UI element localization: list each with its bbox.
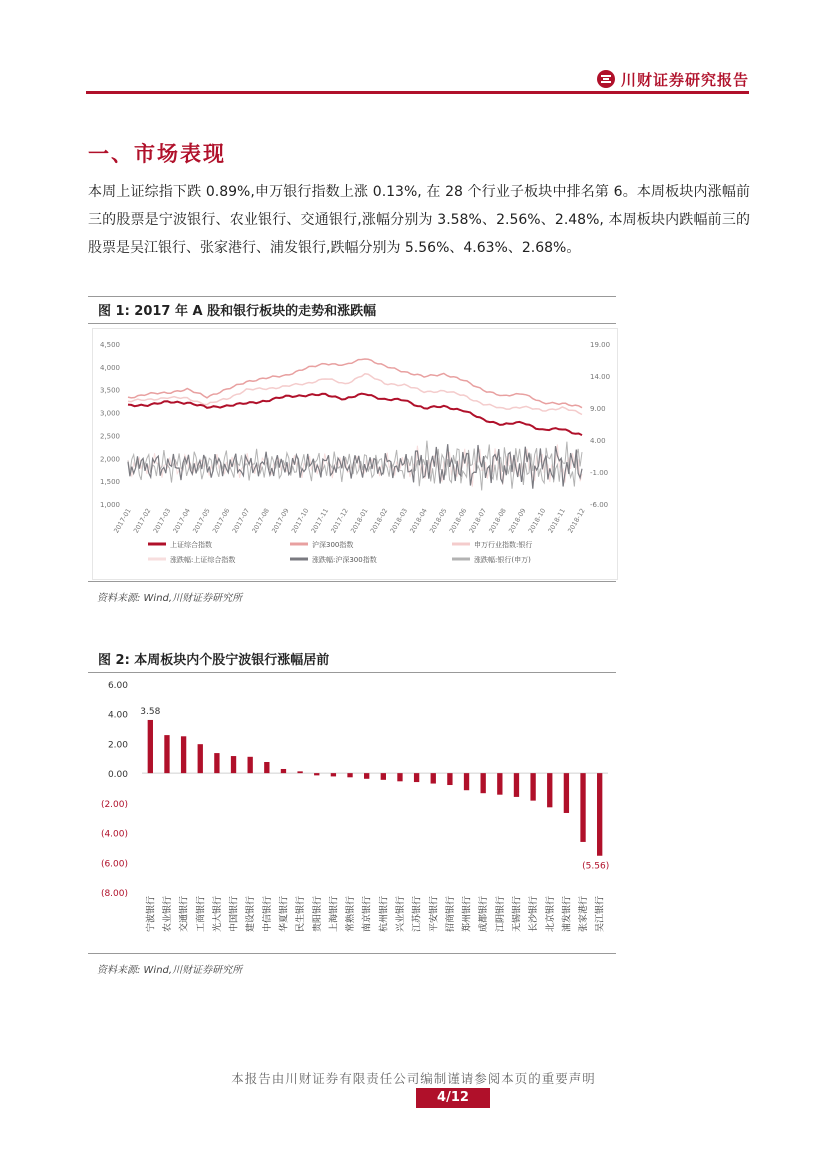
chart1-left-tick: 3,000	[99, 409, 120, 418]
figure1-bottom-rule	[88, 581, 616, 582]
chart1-x-tick: 2018-12	[566, 507, 587, 535]
chart1-left-tick: 4,500	[99, 341, 120, 349]
chart2-category-label: 建设银行	[246, 896, 257, 933]
chart2-bar	[248, 757, 253, 773]
chart1-x-tick: 2017-11	[309, 507, 331, 535]
chart1-x-tick: 2018-01	[349, 507, 370, 535]
chart2-category-label: 江阴银行	[495, 896, 506, 933]
chart2-bar	[564, 773, 569, 813]
chart2-category-label: 农业银行	[162, 896, 173, 933]
page-number: 4/12	[416, 1088, 490, 1108]
chart1-right-tick: -1.00	[590, 469, 609, 477]
chart1-right-tick: -6.00	[590, 501, 609, 509]
chart2-category-label: 成都银行	[479, 896, 490, 933]
chart2-category-label: 招商银行	[445, 896, 456, 933]
chart1-x-tick: 2017-09	[270, 507, 291, 535]
chart2-bar	[364, 773, 369, 779]
chart1-x-tick: 2017-12	[329, 507, 350, 535]
chart1-legend-label: 沪深300指数	[312, 541, 354, 549]
chart2-bar	[597, 773, 602, 856]
chart1-x-tick: 2018-07	[467, 507, 489, 535]
brand-logo-icon	[597, 70, 615, 88]
chart2-bar	[381, 773, 386, 780]
chart2-category-label: 北京银行	[545, 896, 556, 933]
intro-paragraph: 本周上证综指下跌 0.89%,申万银行指数上涨 0.13%, 在 28 个行业子板块中排名第 6。本周板块内涨幅前三的股票是宁波银行、农业银行、交通银行,涨幅分别为 3.58%、2.56%、2.48%, 本周板块内跌幅前三的股票是吴江银行、张家港行、浦发银行,跌幅分别为 5.56%、4.63%、2.68%。	[88, 184, 750, 256]
chart1-left-tick: 4,000	[99, 363, 120, 372]
chart2-bar	[181, 736, 186, 773]
chart2-y-tick: (8.00)	[100, 889, 128, 899]
chart1-legend-label: 涨跌幅:沪深300指数	[312, 556, 377, 564]
chart2-category-label: 张家港行	[579, 896, 590, 933]
chart2-category-label: 郑州银行	[462, 896, 473, 933]
chart2-category-label: 华夏银行	[279, 896, 290, 933]
chart1-x-tick: 2017-04	[171, 507, 192, 535]
figure2-bottom-rule	[88, 953, 616, 954]
chart1-left-tick: 3,500	[99, 386, 120, 395]
chart1-x-tick: 2017-02	[131, 507, 153, 535]
chart1-x-tick: 2017-06	[210, 507, 232, 535]
chart2-bar	[414, 773, 419, 782]
chart1-left-tick: 2,000	[99, 455, 120, 464]
chart2-y-tick: 2.00	[107, 740, 128, 751]
chart2-bar	[547, 773, 552, 807]
chart2-bar	[198, 744, 203, 773]
chart2-y-tick: 4.00	[107, 710, 128, 721]
chart2-bar	[530, 773, 535, 800]
chart1-x-tick: 2018-11	[546, 507, 567, 535]
chart2-bar	[297, 771, 302, 773]
chart2-category-label: 兴业银行	[395, 896, 406, 933]
chart1-x-tick: 2017-03	[151, 507, 173, 535]
chart1-right-tick: 19.00	[590, 341, 611, 349]
chart2-category-label: 长沙银行	[529, 896, 540, 933]
chart2-data-label: (5.56)	[582, 861, 610, 872]
chart1-x-tick: 2018-02	[368, 507, 390, 535]
chart1-x-tick: 2018-08	[487, 507, 508, 535]
chart2-bar	[164, 735, 169, 773]
chart2-bar	[497, 773, 502, 795]
chart1-right-tick: 14.00	[590, 373, 611, 381]
chart2-bar	[580, 773, 585, 842]
chart2-category-label: 民生银行	[296, 896, 307, 933]
chart2-bar	[331, 773, 336, 776]
chart1-right-tick: 4.00	[590, 437, 606, 445]
chart2-category-label: 贵阳银行	[312, 896, 323, 933]
chart2-bar	[264, 762, 269, 773]
chart1-x-tick: 2018-06	[447, 507, 469, 535]
chart2-category-label: 光大银行	[212, 896, 223, 933]
figure1-source: 资料来源: Wind,川财证券研究所	[97, 593, 243, 604]
header-divider	[86, 91, 749, 94]
chart1-legend-label: 申万行业指数:银行	[474, 541, 533, 549]
chart2-category-label: 交通银行	[179, 896, 190, 933]
figure2-bar-chart	[92, 672, 618, 952]
chart1-x-tick: 2017-07	[230, 507, 252, 535]
figure1-title: 图 1: 2017 年 A 股和银行板块的走势和涨跌幅	[88, 296, 616, 324]
footer-disclaimer: 本报告由川财证券有限责任公司编制谨请参阅本页的重要声明	[231, 1071, 596, 1086]
chart2-category-label: 平安银行	[429, 896, 440, 933]
chart2-bar	[314, 773, 319, 775]
chart1-legend-label: 涨跌幅:上证综合指数	[170, 556, 236, 564]
figure1-line-chart	[92, 328, 618, 580]
chart1-x-tick: 2017-08	[250, 507, 271, 535]
chart1-x-tick: 2017-01	[112, 507, 133, 535]
chart2-y-tick: (6.00)	[100, 859, 128, 870]
brand-name: 川财证券研究报告	[620, 70, 749, 89]
chart2-category-label: 无锡银行	[512, 896, 523, 933]
chart1-left-tick: 1,500	[99, 478, 120, 487]
chart2-category-label: 吴江银行	[595, 896, 606, 933]
chart2-category-label: 江苏银行	[412, 896, 423, 933]
chart2-category-label: 常熟银行	[346, 896, 357, 933]
section-title: 一、市场表现	[88, 142, 226, 166]
chart2-bar	[214, 753, 219, 773]
chart2-bar	[464, 773, 469, 790]
chart1-left-tick: 1,000	[99, 501, 120, 509]
chart1-x-tick: 2018-09	[507, 507, 528, 535]
chart2-bar	[447, 773, 452, 785]
chart2-bar	[481, 773, 486, 793]
chart1-x-tick: 2018-04	[408, 507, 429, 535]
chart2-bar	[347, 773, 352, 777]
chart1-x-tick: 2018-05	[428, 507, 449, 535]
chart2-y-tick: 6.00	[107, 681, 128, 691]
chart2-data-label: 3.58	[140, 706, 161, 717]
figure2-source: 资料来源: Wind,川财证券研究所	[97, 965, 243, 976]
chart2-y-tick: 0.00	[107, 770, 128, 781]
chart2-category-label: 中信银行	[262, 896, 273, 933]
chart1-legend-label: 涨跌幅:银行(申万)	[474, 556, 531, 564]
chart1-right-tick: 9.00	[590, 405, 606, 413]
chart1-x-tick: 2018-10	[526, 507, 548, 535]
chart2-category-label: 上海银行	[329, 896, 340, 933]
chart2-category-label: 宁波银行	[146, 896, 157, 933]
chart2-category-label: 浦发银行	[562, 896, 573, 933]
chart2-y-tick: (2.00)	[100, 799, 128, 810]
chart2-bar	[397, 773, 402, 781]
chart1-x-tick: 2018-03	[388, 507, 410, 535]
chart2-bar	[514, 773, 519, 797]
chart1-x-tick: 2017-05	[191, 507, 212, 535]
chart2-category-label: 南京银行	[362, 896, 373, 933]
chart2-category-label: 中国银行	[229, 896, 240, 933]
chart2-category-label: 工商银行	[196, 896, 207, 933]
chart1-x-tick: 2017-10	[289, 507, 311, 535]
chart1-left-tick: 2,500	[99, 432, 120, 441]
chart1-legend-label: 上证综合指数	[170, 541, 212, 549]
chart2-bar	[281, 769, 286, 773]
chart2-bar	[231, 756, 236, 773]
chart2-category-label: 杭州银行	[379, 896, 390, 933]
header-brand	[597, 68, 749, 90]
chart2-bar	[148, 720, 153, 773]
chart2-bar	[431, 773, 436, 783]
chart2-y-tick: (4.00)	[100, 829, 128, 840]
figure2-title: 图 2: 本周板块内个股宁波银行涨幅居前	[88, 646, 616, 673]
